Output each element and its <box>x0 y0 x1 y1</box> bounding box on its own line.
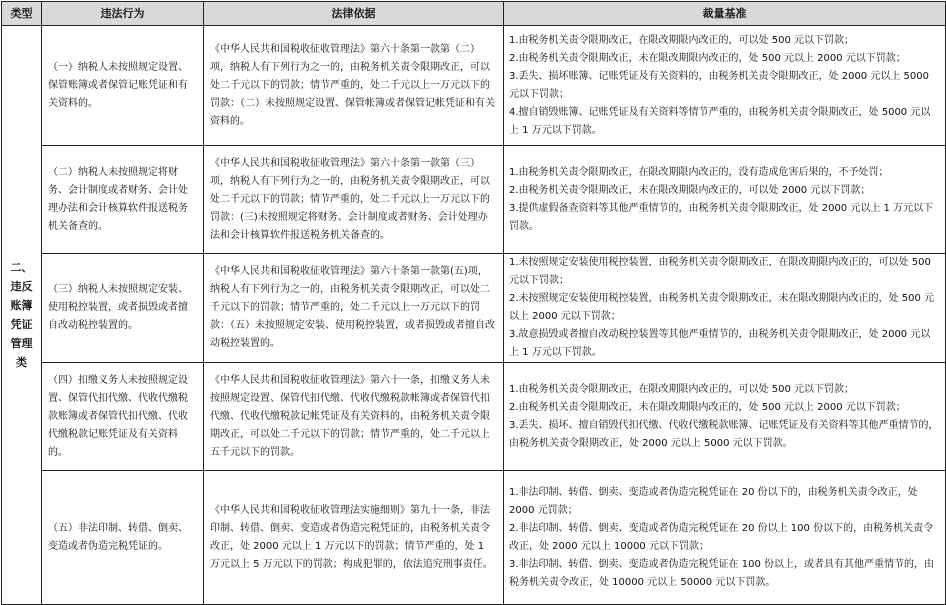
category-cell <box>2 26 42 605</box>
penalty-standard-table <box>1 1 946 605</box>
standard-item: 1.由税务机关责令限期改正，在限改期限内改正的，没有造成危害后果的，不予处罚； <box>509 166 889 178</box>
header-type: 类型 <box>2 2 42 26</box>
standard-item: 2.由税务机关责令限期改正，未在限改期限内改正的，处 500 元以上 2000 元以下罚款； <box>509 52 906 64</box>
behavior-cell: （五）非法印制、转借、倒卖、变造或者伪造完税凭证的。 <box>42 471 204 605</box>
standard-cell <box>504 471 946 605</box>
category-line: 二、 <box>10 261 33 274</box>
header-behavior: 违法行为 <box>42 2 204 26</box>
basis-cell: 《中华人民共和国税收征收管理法》第六十一条，扣缴义务人未按照规定设置、保管代扣代缴、代收代缴税款帐簿或者保管代扣代缴、代收代缴税款记帐凭证及有关资料的，由税务机关责令限期改正，可以处二千元以下的罚款；情节严重的，处二千元以上五千元以下的罚款。 <box>204 363 504 471</box>
category-line: 管理 <box>10 337 33 350</box>
table-row <box>2 146 946 254</box>
standard-item: 2.未按照规定安装使用税控装置，由税务机关责令限期改正，未在限改期限内改正的，处 500 元以上 2000 元以下罚款； <box>509 293 934 322</box>
table-row <box>2 471 946 605</box>
standard-item: 1.由税务机关责令限期改正，在限改期限内改正的，可以处 500 元以下罚款； <box>509 34 854 46</box>
behavior-cell: （四）扣缴义务人未按照规定设置、保管代扣代缴、代收代缴税款账簿或者保管代扣代缴、代收代缴税款记账凭证及有关资料的。 <box>42 363 204 471</box>
standard-item: 1.未按照规定安装使用税控装置，由税务机关责令限期改正，在限改期限内改正的，可以处 500 元以下罚款； <box>509 257 931 286</box>
basis-cell: 《中华人民共和国税收征收管理法》第六十条第一款第（三）项，纳税人有下列行为之一的，由税务机关责令限期改正，可以处二千元以下的罚款；情节严重的，处二千元以上一万元以下的罚款：(三)未按照规定将财务、会计制度或者财务、会计处理办法和会计核算软件报送税务机关备查的。 <box>204 146 504 254</box>
behavior-cell: （一）纳税人未按照规定设置、保管账簿或者保管记账凭证和有关资料的。 <box>42 26 204 146</box>
header-row <box>2 2 946 26</box>
header-basis: 法律依据 <box>204 2 504 26</box>
basis-cell: 《中华人民共和国税收征收管理法》第六十条第一款第（二）项，纳税人有下列行为之一的，由税务机关责令限期改正，可以处二千元以下的罚款；情节严重的，处二千元以上一万元以下的罚款：（二）未按照规定设置、保管帐簿或者保管记帐凭证和有关资料的。 <box>204 26 504 146</box>
category-line: 类 <box>16 356 27 369</box>
header-standard: 裁量基准 <box>504 2 946 26</box>
category-line: 账簿 <box>10 299 33 312</box>
standard-cell <box>504 363 946 471</box>
table-row <box>2 254 946 363</box>
behavior-cell: （二）纳税人未按照规定将财务、会计制度或者财务、会计处理办法和会计核算软件报送税务机关备查的。 <box>42 146 204 254</box>
standard-item: 3.提供虚假备查资料等其他严重情节的，由税务机关责令限期改正，处 2000 元以上 1 万元以下罚款。 <box>509 202 934 232</box>
standard-item: 2.由税务机关责令限期改正，未在限改期限内改正的，可以处 2000 元以下罚款； <box>509 184 871 196</box>
standard-item: 4.擅自销毁账簿、记账凭证及有关资料等情节严重的，由税务机关责令限期改正，处 5000 元以上 1 万元以下罚款。 <box>509 106 931 136</box>
standard-item: 3.丢失、损坏账簿、记账凭证及有关资料的，由税务机关责令限期改正，处 2000 元以上 5000 元以下罚款； <box>509 70 929 100</box>
category-line: 凭证 <box>10 318 33 331</box>
standard-cell <box>504 26 946 146</box>
standard-item: 1.非法印制、转借、倒卖、变造或者伪造完税凭证在 20 份以下的，由税务机关责令改正，处 2000 元罚款； <box>509 486 918 516</box>
standard-cell <box>504 254 946 363</box>
category-line: 违反 <box>10 280 33 293</box>
standard-item: 3.故意损毁或者擅自改动税控装置等其他严重情节的，由税务机关责令限期改正，处 2000 元以上 1 万元以下罚款。 <box>509 329 931 358</box>
basis-cell: 《中华人民共和国税收征收管理法实施细则》第九十一条，非法印制、转借、倒卖、变造或者伪造完税凭证的，由税务机关责令改正，处 2000 元以上 1 万元以下的罚款；情节严重的，处 1 万元以上 5 万元以下的罚款；构成犯罪的，依法追究刑事责任。 <box>204 471 504 605</box>
behavior-cell: （三）纳税人未按照规定安装、使用税控装置，或者损毁或者擅自改动税控装置的。 <box>42 254 204 363</box>
standard-item: 2.由税务机关责令限期改正，未在限改期限内改正的，处 500 元以上 2000 元以下罚款； <box>509 401 906 413</box>
standard-item: 1.由税务机关责令限期改正，在限改期限内改正的，可以处 500 元以下罚款； <box>509 383 854 395</box>
table-row <box>2 26 946 146</box>
standard-cell <box>504 146 946 254</box>
basis-cell: 《中华人民共和国税收征收管理法》第六十条第一款第(五)项，纳税人有下列行为之一的，由税务机关责令限期改正，可以处二千元以下的罚款；情节严重的，处二千元以上一万元以下的罚款：（五）未按照规定安装、使用税控装置，或者损毁或者擅自改动税控装置的。 <box>204 254 504 363</box>
standard-item: 2.非法印制、转借、倒卖、变造或者伪造完税凭证在 20 份以上 100 份以下的，由税务机关责令改正，处 2000 元以上 10000 元以下罚款； <box>509 522 934 552</box>
standard-item: 3.非法印制、转借、倒卖、变造或者伪造完税凭证在 100 份以上，或者具有其他严重情节的，由税务机关责令改正，处 10000 元以上 50000 元以下罚款。 <box>509 558 934 588</box>
table-row <box>2 363 946 471</box>
standard-item: 3.丢失、损坏、擅自销毁代扣代缴、代收代缴税款账簿、记账凭证及有关资料等其他严重情节的，由税务机关责令限期改正，处 2000 元以上 5000 元以下罚款。 <box>509 419 939 449</box>
